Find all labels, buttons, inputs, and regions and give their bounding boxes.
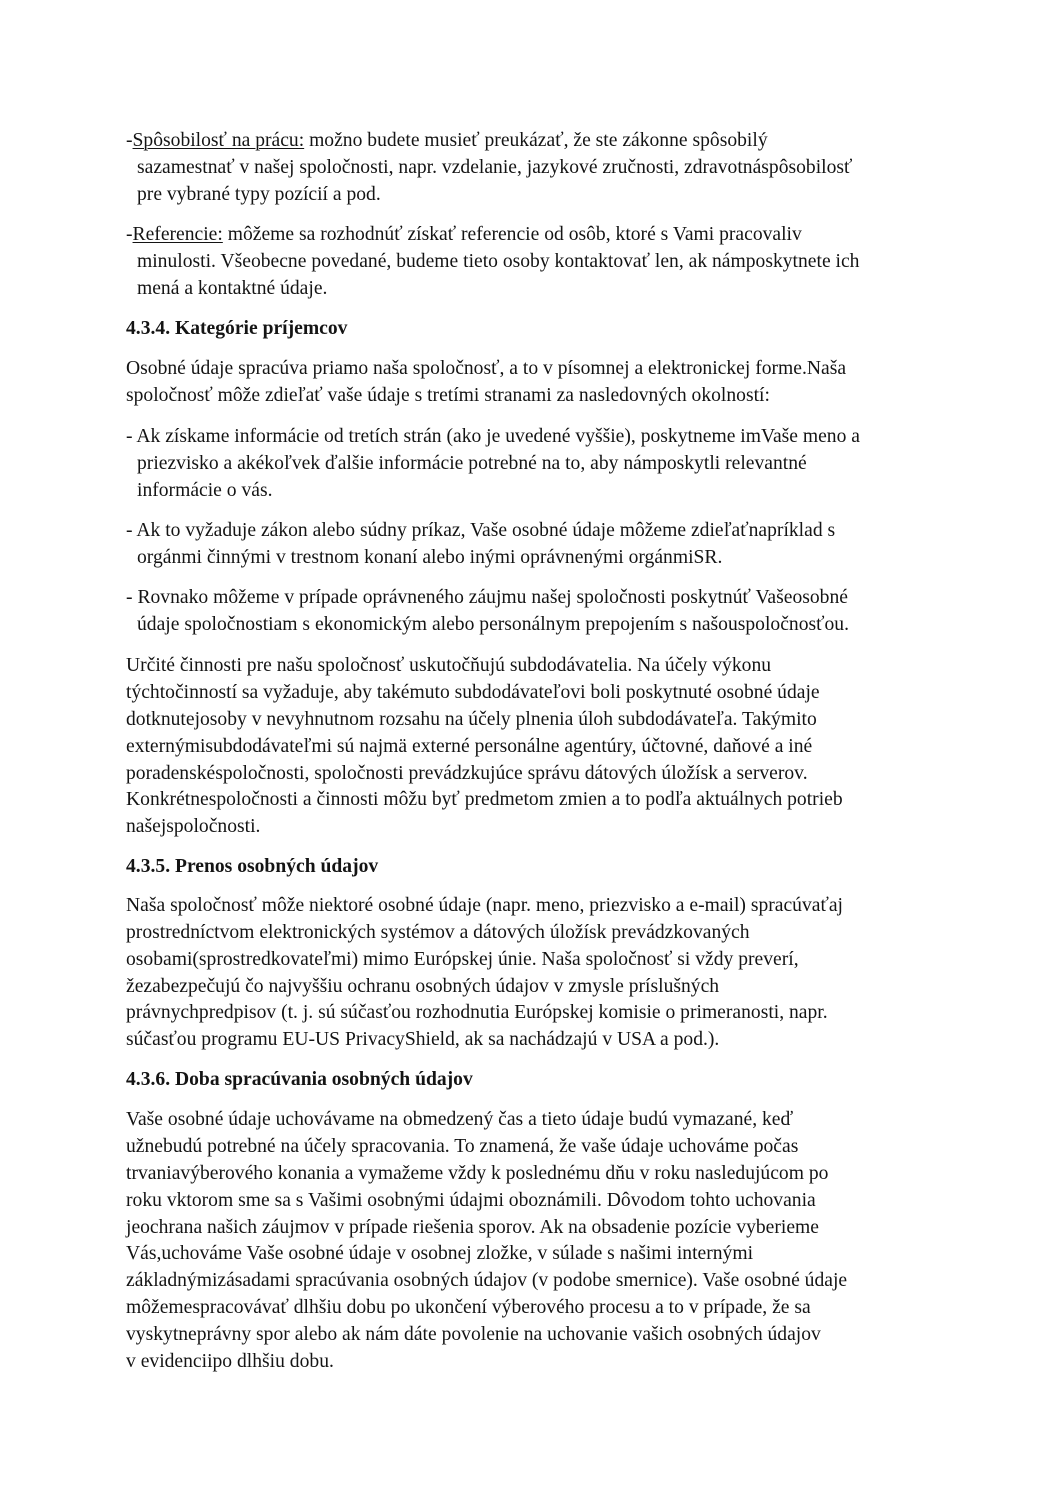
bullet-continuation: údaje spoločnostiam s ekonomickým alebo personálnym prepojením s našouspoločnosťou. bbox=[137, 614, 849, 635]
bullet-text: možno budete musieť preukázať, že ste zákonne spôsobilý bbox=[304, 130, 768, 151]
section-heading: 4.3.4. Kategórie príjemcov bbox=[126, 318, 348, 339]
bullet-continuation: pre vybrané typy pozícií a pod. bbox=[137, 184, 381, 205]
bullet-item bbox=[126, 588, 848, 608]
paragraph-line: vyskytneprávny spor alebo ak nám dáte povolenie na uchovanie vašich osobných údajov bbox=[126, 1324, 821, 1345]
paragraph-line: základnýmizásadami spracúvania osobných údajov (v podobe smernice). Vaše osobné údaje bbox=[126, 1270, 848, 1291]
bullet-continuation: priezvisko a akékoľvek ďalšie informácie potrebné na to, aby námposkytli relevantné bbox=[137, 453, 807, 474]
paragraph-line: Vaše osobné údaje uchovávame na obmedzený čas a tieto údaje budú vymazané, keď bbox=[126, 1109, 794, 1130]
bullet-dash: - bbox=[126, 587, 138, 608]
bullet-continuation: sazamestnať v našej spoločnosti, napr. vzdelanie, jazykové zručnosti, zdravotnáspôsobilosť bbox=[137, 157, 853, 178]
paragraph-line: osobami(sprostredkovateľmi) mimo Európskej únie. Naša spoločnosť si vždy preverí, bbox=[126, 949, 799, 970]
paragraph-line: spoločnosť môže zdieľať vaše údaje s tretími stranami za nasledovných okolností: bbox=[126, 385, 770, 406]
bullet-text: Rovnako môžeme v prípade oprávneného záujmu našej spoločnosti poskytnúť Vašeosobné bbox=[137, 587, 848, 608]
bullet-item bbox=[126, 427, 860, 447]
paragraph-line: v evidenciipo dlhšiu dobu. bbox=[126, 1351, 334, 1372]
bullet-continuation: mená a kontaktné údaje. bbox=[137, 278, 328, 299]
paragraph-line: externýmisubdodávateľmi sú najmä externé personálne agentúry, účtovné, daňové a iné bbox=[126, 736, 813, 757]
paragraph-line: môžemespracovávať dlhšiu dobu po ukončení výberového procesu a to v prípade, že sa bbox=[126, 1297, 811, 1318]
bullet-text: Ak získame informácie od tretích strán (ako je uvedené vyššie), poskytneme imVaše meno a bbox=[136, 426, 860, 447]
bullet-continuation: informácie o vás. bbox=[137, 480, 273, 501]
paragraph-line: Naša spoločnosť môže niektoré osobné údaje (napr. meno, priezvisko a e-mail) spracúvaťaj bbox=[126, 895, 843, 916]
paragraph-line: súčasťou programu EU-US PrivacyShield, ak sa nachádzajú v USA a pod.). bbox=[126, 1029, 720, 1050]
paragraph-line: Osobné údaje spracúva priamo naša spoločnosť, a to v písomnej a elektronickej forme.Naša bbox=[126, 358, 847, 379]
paragraph-line: jeochrana našich záujmov v prípade riešenia sporov. Ak na obsadenie pozície vyberieme bbox=[126, 1217, 819, 1238]
paragraph-line: dotknutejosoby v nevyhnutnom rozsahu na účely plnenia úloh subdodávateľa. Takýmito bbox=[126, 709, 817, 730]
bullet-continuation: minulosti. Všeobecne povedané, budeme tieto osoby kontaktovať len, ak námposkytnete ich bbox=[137, 251, 860, 272]
bullet-text: môžeme sa rozhodnúť získať referencie od osôb, ktoré s Vami pracovaliv bbox=[222, 224, 802, 245]
bullet-dash: - bbox=[126, 224, 133, 245]
paragraph-line: našejspoločnosti. bbox=[126, 816, 261, 837]
paragraph-line: užnebudú potrebné na účely spracovania. To znamená, že vaše údaje uchováme počas bbox=[126, 1136, 799, 1157]
bullet-item bbox=[126, 225, 802, 245]
paragraph-line: prostredníctvom elektronických systémov a dátových úložísk prevádzkovaných bbox=[126, 922, 750, 943]
paragraph-line: poradenskéspoločnosti, spoločnosti prevádzkujúce správu dátových úložísk a serverov. bbox=[126, 763, 808, 784]
bullet-text: Ak to vyžaduje zákon alebo súdny príkaz, Vaše osobné údaje môžeme zdieľaťnapríklad s bbox=[136, 520, 836, 541]
paragraph-line: žezabezpečujú čo najvyššiu ochranu osobných údajov v zmysle príslušných bbox=[126, 976, 720, 997]
paragraph-line: právnychpredpisov (t. j. sú súčasťou rozhodnutia Európskej komisie o primeranosti, napr. bbox=[126, 1002, 828, 1023]
bullet-continuation: orgánmi činnými v trestnom konaní alebo inými oprávnenými orgánmiSR. bbox=[137, 547, 723, 568]
bullet-term: Spôsobilosť na prácu: bbox=[132, 130, 305, 151]
paragraph-line: Určité činnosti pre našu spoločnosť uskutočňujú subdodávatelia. Na účely výkonu bbox=[126, 655, 772, 676]
bullet-term: Referencie: bbox=[132, 224, 223, 245]
bullet-dash: - bbox=[126, 520, 137, 541]
bullet-item bbox=[126, 521, 835, 541]
bullet-item bbox=[126, 131, 768, 151]
paragraph-line: týchtočinností sa vyžaduje, aby takémuto subdodávateľovi boli poskytnuté osobné údaje bbox=[126, 682, 820, 703]
paragraph-line: Vás,uchováme Vaše osobné údaje v osobnej zložke, v súlade s našimi internými bbox=[126, 1243, 754, 1264]
paragraph-line: roku vktorom sme sa s Vašimi osobnými údajmi oboznámili. Dôvodom tohto uchovania bbox=[126, 1190, 816, 1211]
section-heading: 4.3.6. Doba spracúvania osobných údajov bbox=[126, 1069, 473, 1090]
bullet-dash: - bbox=[126, 130, 133, 151]
paragraph-line: Konkrétnespoločnosti a činnosti môžu byť predmetom zmien a to podľa aktuálnych potrieb bbox=[126, 789, 843, 810]
paragraph-line: trvaniavýberového konania a vymažeme vždy k poslednému dňu v roku nasledujúcom po bbox=[126, 1163, 829, 1184]
bullet-dash: - bbox=[126, 426, 137, 447]
section-heading: 4.3.5. Prenos osobných údajov bbox=[126, 856, 379, 877]
